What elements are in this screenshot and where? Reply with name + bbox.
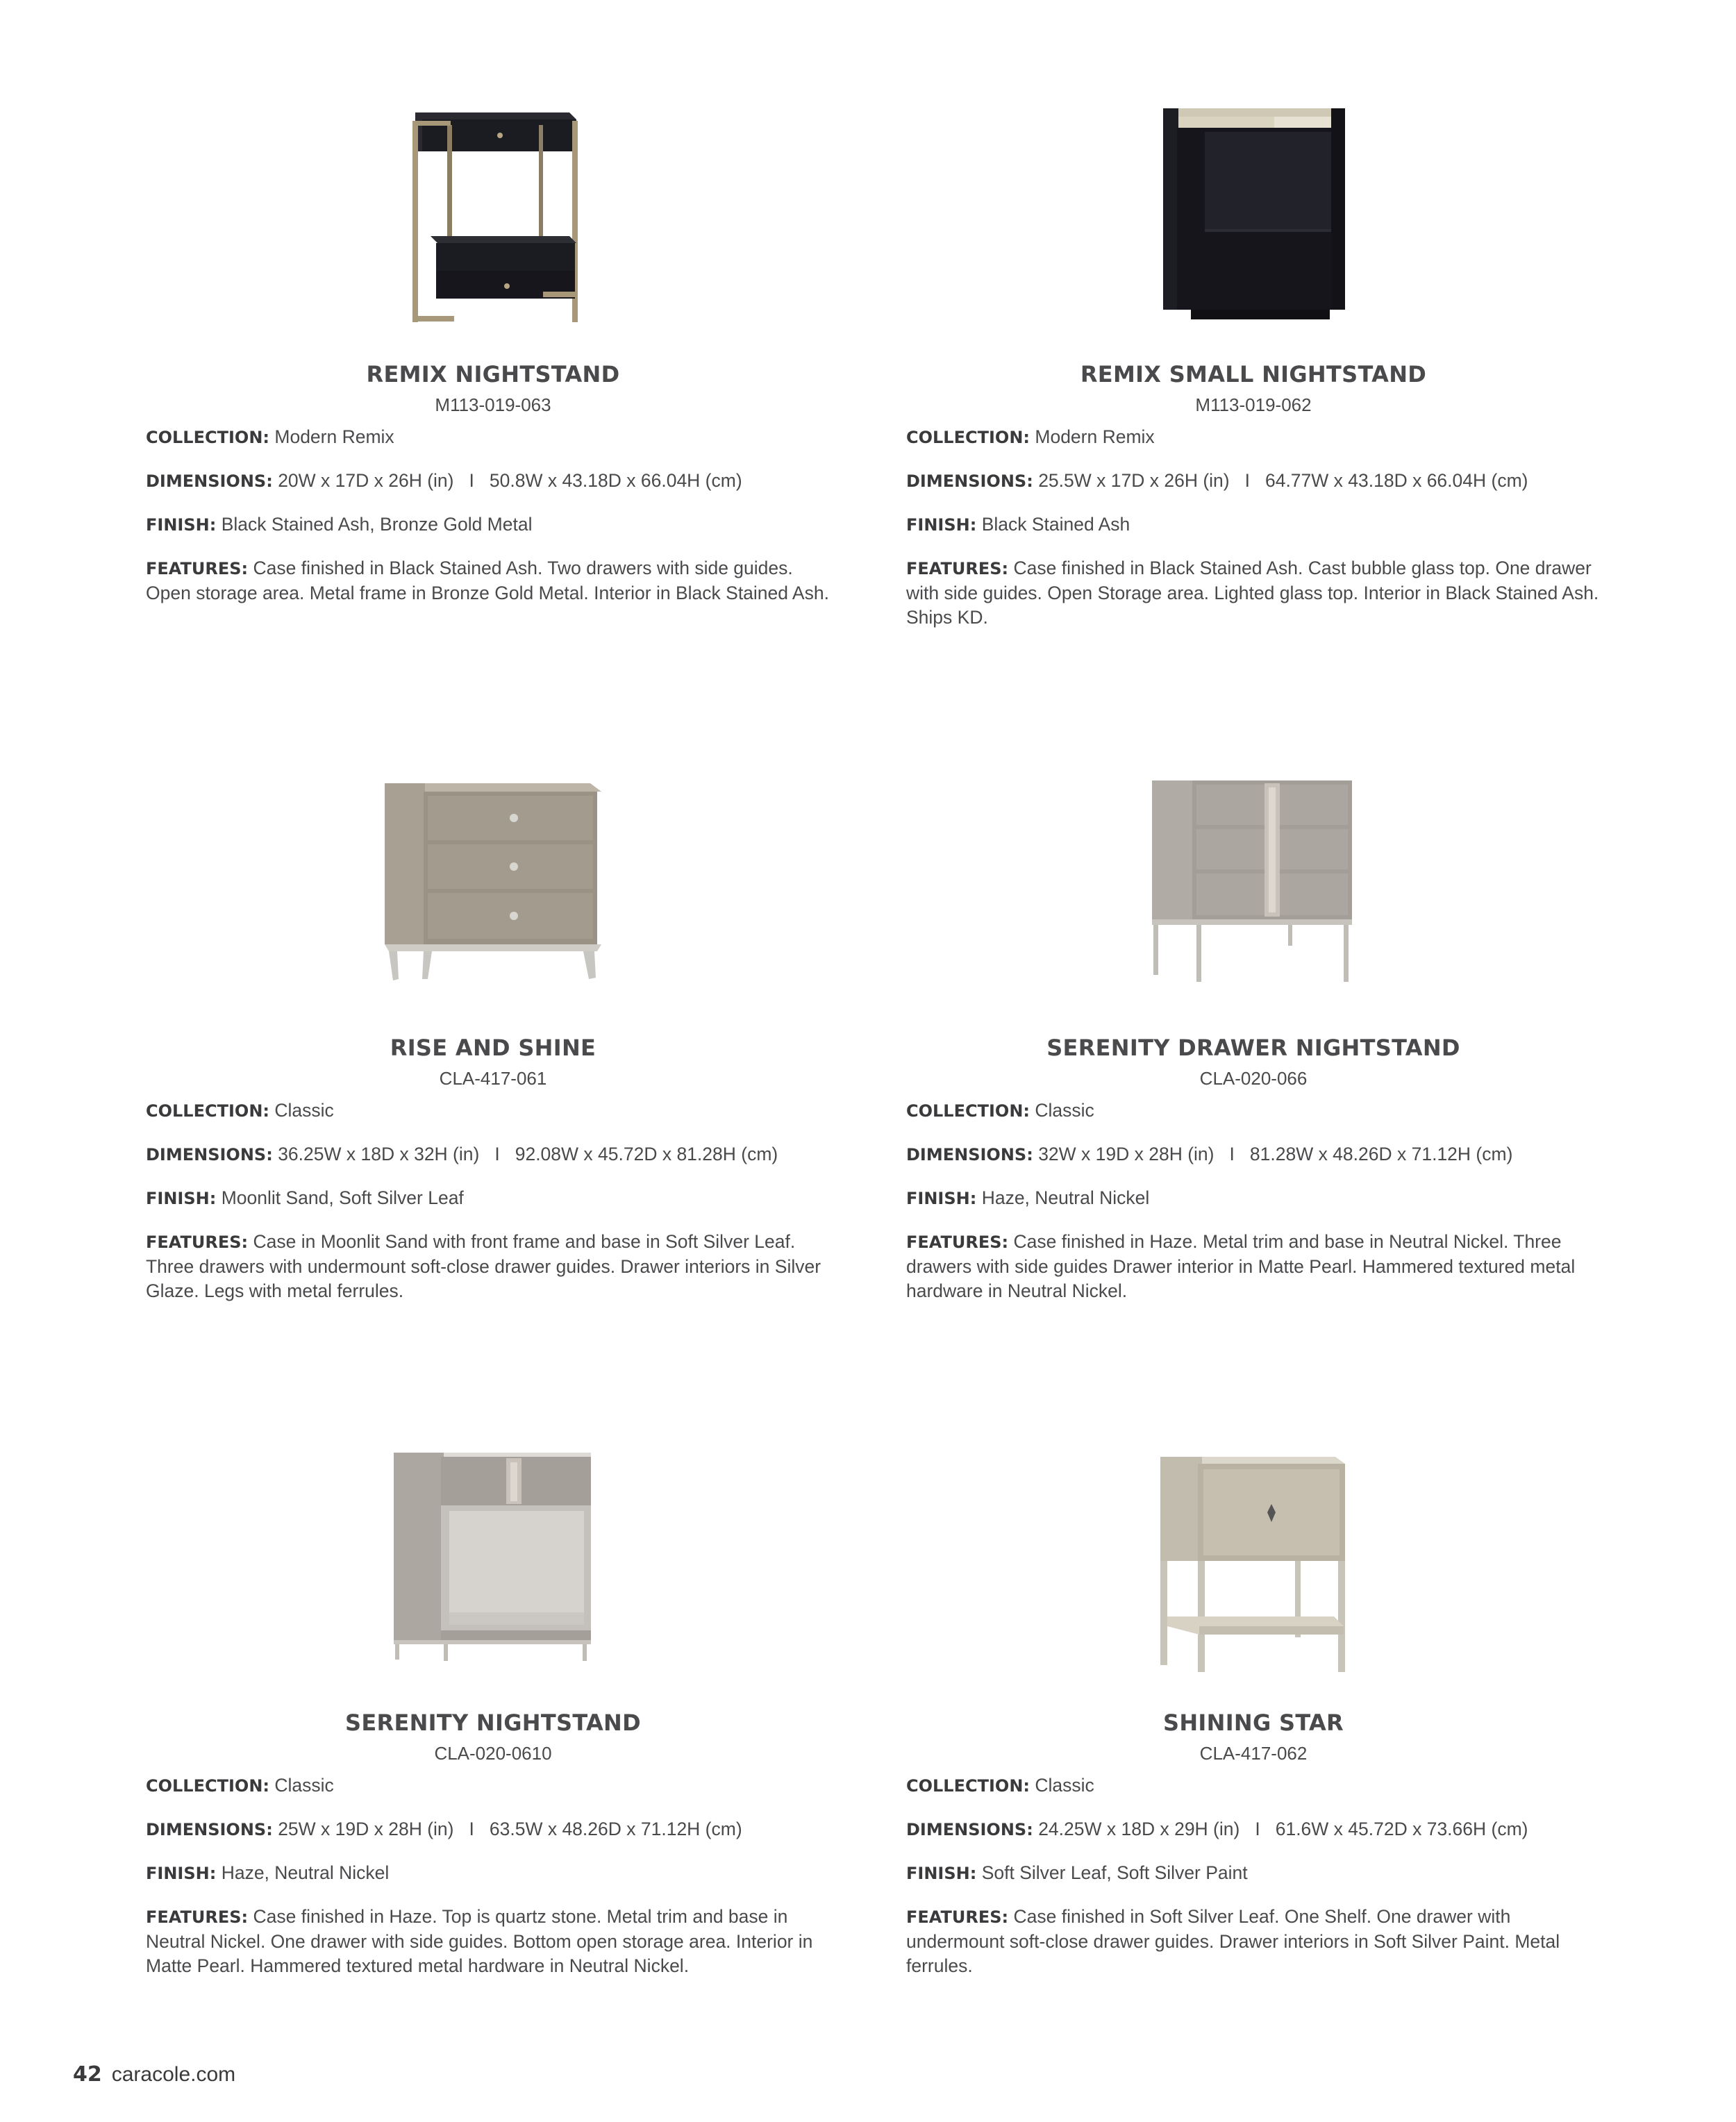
- dimensions-inches: 24.25W x 18D x 29H (in): [1038, 1819, 1240, 1839]
- product-specs: [146, 1773, 840, 1997]
- nightstand-image: [382, 778, 604, 986]
- product-sku: CLA-417-062: [1199, 1743, 1308, 1764]
- features-value: Case finished in Haze. Top is quartz stone. Metal trim and base in Neutral Nickel. One drawer with side guides. Bottom open storage area. Interior in Matte Pearl. Hammered textured metal hardware in Neutral Nickel.: [146, 1906, 813, 1976]
- collection-label: COLLECTION:: [146, 428, 269, 447]
- nightstand-image: [403, 104, 583, 333]
- product-sku: CLA-020-066: [1199, 1068, 1308, 1089]
- dimensions-row: [146, 1817, 840, 1842]
- features-value: Case finished in Haze. Metal trim and base in Neutral Nickel. Three drawers with side guides Drawer interior in Matte Pearl. Hammered textured metal hardware in Neutral Nickel.: [906, 1231, 1576, 1301]
- finish-label: FINISH:: [906, 515, 977, 535]
- features-row: [146, 556, 840, 605]
- product-card-rise-and-shine: [146, 778, 840, 1403]
- collection-value: Classic: [1035, 1775, 1094, 1796]
- collection-row: [906, 425, 1601, 450]
- product-name: RISE AND SHINE: [390, 1035, 596, 1061]
- product-specs: [146, 425, 840, 624]
- product-name: SERENITY DRAWER NIGHTSTAND: [1046, 1035, 1460, 1061]
- product-photo-remix-small-nightstand: [906, 104, 1601, 358]
- product-specs: [146, 1098, 840, 1322]
- nightstand-image: [392, 1453, 594, 1661]
- website-link[interactable]: caracole.com: [111, 2063, 236, 2086]
- dimensions-row: [906, 469, 1601, 494]
- dimensions-inches: 36.25W x 18D x 32H (in): [278, 1144, 480, 1164]
- collection-row: [906, 1098, 1601, 1123]
- product-photo-shining-star: [906, 1453, 1601, 1706]
- features-row: [906, 1230, 1601, 1303]
- product-card-serenity-drawer-nightstand: [906, 778, 1601, 1403]
- dimensions-cm: 63.5W x 48.26D x 71.12H (cm): [489, 1819, 742, 1839]
- collection-label: COLLECTION:: [906, 1101, 1030, 1121]
- collection-label: COLLECTION:: [146, 1101, 269, 1121]
- collection-label: COLLECTION:: [146, 1776, 269, 1796]
- finish-value: Moonlit Sand, Soft Silver Leaf: [221, 1187, 464, 1208]
- product-card-serenity-nightstand: [146, 1453, 840, 2078]
- finish-label: FINISH:: [906, 1864, 977, 1883]
- finish-value: Black Stained Ash, Bronze Gold Metal: [221, 514, 533, 535]
- dimensions-cm: 92.08W x 45.72D x 81.28H (cm): [515, 1144, 778, 1164]
- dimensions-cm: 50.8W x 43.18D x 66.04H (cm): [489, 470, 742, 491]
- finish-label: FINISH:: [146, 515, 217, 535]
- collection-value: Classic: [1035, 1100, 1094, 1121]
- product-sku: M113-019-062: [1195, 394, 1312, 415]
- dimensions-cm: 81.28W x 48.26D x 71.12H (cm): [1249, 1144, 1513, 1164]
- finish-row: [146, 1861, 840, 1886]
- product-specs: [906, 1773, 1601, 1997]
- dimensions-separator: I: [1255, 1819, 1260, 1839]
- product-specs: [906, 425, 1601, 649]
- dimensions-separator: I: [1244, 470, 1250, 491]
- finish-row: [906, 1186, 1601, 1211]
- nightstand-image: [1149, 778, 1358, 986]
- product-name: REMIX SMALL NIGHTSTAND: [1080, 361, 1427, 387]
- page-footer: [73, 2062, 235, 2087]
- dimensions-label: DIMENSIONS:: [906, 1820, 1033, 1839]
- product-name: REMIX NIGHTSTAND: [366, 361, 620, 387]
- dimensions-inches: 32W x 19D x 28H (in): [1038, 1144, 1215, 1164]
- dimensions-separator: I: [469, 1819, 474, 1839]
- product-name: SERENITY NIGHTSTAND: [345, 1710, 641, 1736]
- dimensions-label: DIMENSIONS:: [146, 1820, 273, 1839]
- dimensions-label: DIMENSIONS:: [906, 471, 1033, 491]
- dimensions-inches: 25W x 19D x 28H (in): [278, 1819, 454, 1839]
- features-row: [146, 1905, 840, 1978]
- dimensions-separator: I: [494, 1144, 500, 1164]
- finish-row: [906, 512, 1601, 537]
- features-value: Case finished in Soft Silver Leaf. One Shelf. One drawer with undermount soft-close drawer guides. Drawer interiors in Soft Silver Paint. Metal ferrules.: [906, 1906, 1560, 1976]
- features-label: FEATURES:: [906, 1233, 1009, 1252]
- nightstand-image: [1149, 104, 1358, 333]
- finish-row: [146, 1186, 840, 1211]
- features-label: FEATURES:: [906, 1907, 1009, 1927]
- finish-value: Black Stained Ash: [981, 514, 1130, 535]
- dimensions-row: [146, 1142, 840, 1167]
- product-specs: [906, 1098, 1601, 1322]
- dimensions-separator: I: [1229, 1144, 1235, 1164]
- dimensions-row: [906, 1817, 1601, 1842]
- features-row: [906, 1905, 1601, 1978]
- collection-row: [146, 1098, 840, 1123]
- features-label: FEATURES:: [906, 559, 1009, 578]
- product-card-shining-star: [906, 1453, 1601, 2078]
- dimensions-cm: 61.6W x 45.72D x 73.66H (cm): [1275, 1819, 1528, 1839]
- collection-label: COLLECTION:: [906, 428, 1030, 447]
- finish-value: Haze, Neutral Nickel: [981, 1187, 1150, 1208]
- features-value: Case finished in Black Stained Ash. Two drawers with side guides. Open storage area. Metal frame in Bronze Gold Metal. Interior in Black Stained Ash.: [146, 558, 829, 603]
- dimensions-cm: 64.77W x 43.18D x 66.04H (cm): [1265, 470, 1528, 491]
- dimensions-inches: 25.5W x 17D x 26H (in): [1038, 470, 1230, 491]
- collection-value: Classic: [274, 1100, 334, 1121]
- finish-label: FINISH:: [906, 1189, 977, 1208]
- features-value: Case finished in Black Stained Ash. Cast bubble glass top. One drawer with side guides. Open Storage area. Lighted glass top. Interior in Black Stained Ash. Ships KD.: [906, 558, 1599, 628]
- dimensions-row: [906, 1142, 1601, 1167]
- finish-label: FINISH:: [146, 1864, 217, 1883]
- collection-value: Modern Remix: [1035, 426, 1155, 447]
- page-number: 42: [73, 2062, 102, 2087]
- finish-label: FINISH:: [146, 1189, 217, 1208]
- features-value: Case in Moonlit Sand with front frame and base in Soft Silver Leaf. Three drawers with undermount soft-close drawer guides. Drawer interiors in Silver Glaze. Legs with metal ferrules.: [146, 1231, 821, 1301]
- finish-row: [906, 1861, 1601, 1886]
- finish-row: [146, 512, 840, 537]
- dimensions-label: DIMENSIONS:: [146, 471, 273, 491]
- product-sku: M113-019-063: [435, 394, 551, 415]
- collection-row: [906, 1773, 1601, 1798]
- dimensions-label: DIMENSIONS:: [906, 1145, 1033, 1164]
- collection-row: [146, 425, 840, 450]
- collection-label: COLLECTION:: [906, 1776, 1030, 1796]
- finish-value: Soft Silver Leaf, Soft Silver Paint: [981, 1862, 1248, 1883]
- product-sku: CLA-020-0610: [434, 1743, 552, 1764]
- product-name: SHINING STAR: [1162, 1710, 1344, 1736]
- product-card-remix-small-nightstand: [906, 104, 1601, 729]
- product-card-remix-nightstand: [146, 104, 840, 729]
- collection-row: [146, 1773, 840, 1798]
- features-row: [906, 556, 1601, 630]
- dimensions-separator: I: [469, 470, 474, 491]
- product-sku: CLA-417-061: [439, 1068, 547, 1089]
- collection-value: Classic: [274, 1775, 334, 1796]
- features-label: FEATURES:: [146, 559, 249, 578]
- features-label: FEATURES:: [146, 1907, 249, 1927]
- dimensions-inches: 20W x 17D x 26H (in): [278, 470, 454, 491]
- product-photo-serenity-nightstand: [146, 1453, 840, 1706]
- product-photo-serenity-drawer-nightstand: [906, 778, 1601, 1031]
- features-label: FEATURES:: [146, 1233, 249, 1252]
- dimensions-label: DIMENSIONS:: [146, 1145, 273, 1164]
- finish-value: Haze, Neutral Nickel: [221, 1862, 390, 1883]
- nightstand-image: [1156, 1453, 1351, 1675]
- dimensions-row: [146, 469, 840, 494]
- collection-value: Modern Remix: [274, 426, 394, 447]
- features-row: [146, 1230, 840, 1303]
- product-photo-remix-nightstand: [146, 104, 840, 358]
- product-photo-rise-and-shine: [146, 778, 840, 1031]
